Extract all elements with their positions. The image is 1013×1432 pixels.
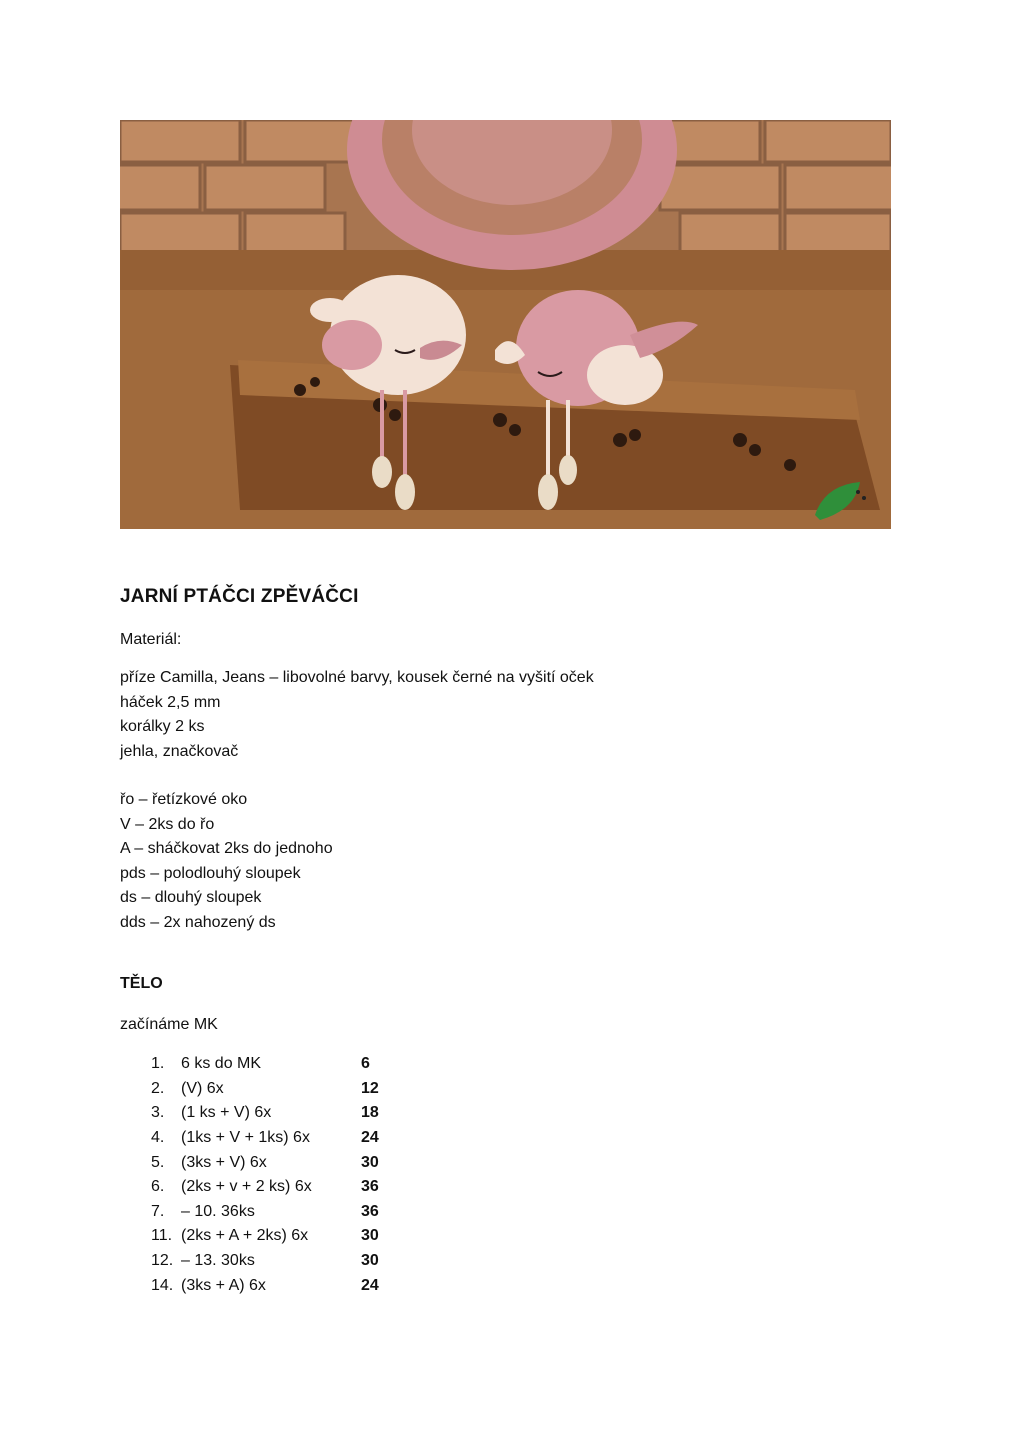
row-number: 4. (151, 1129, 165, 1147)
row-count: 30 (361, 1227, 379, 1245)
row-item (151, 1249, 451, 1274)
row-count: 30 (361, 1153, 379, 1171)
row-item (151, 1175, 451, 1200)
rows-list (151, 1052, 451, 1298)
abbreviation-item: V – 2ks do řo (120, 815, 215, 833)
row-count: 6 (361, 1055, 370, 1073)
material-item: háček 2,5 mm (120, 693, 221, 711)
row-item (151, 1052, 451, 1077)
row-item (151, 1126, 451, 1151)
row-count: 18 (361, 1104, 379, 1122)
row-count: 12 (361, 1079, 379, 1097)
row-count: 30 (361, 1252, 379, 1270)
row-instruction: – 13. 30ks (181, 1252, 255, 1270)
abbreviation-item: A – sháčkovat 2ks do jednoho (120, 840, 333, 857)
row-number: 12. (151, 1252, 174, 1270)
row-instruction: (3ks + V) 6x (181, 1153, 267, 1171)
row-instruction: (2ks + A + 2ks) 6x (181, 1227, 309, 1245)
row-number: 14. (151, 1276, 174, 1294)
row-item (151, 1077, 451, 1102)
abbreviation-item: řo – řetízkové oko (120, 791, 248, 808)
row-instruction: (V) 6x (181, 1079, 224, 1097)
abbreviations-list (120, 788, 333, 935)
row-instruction: – 10. 36ks (181, 1202, 255, 1220)
row-instruction: (3ks + A) 6x (181, 1276, 266, 1294)
row-instruction: (1ks + V + 1ks) 6x (181, 1129, 310, 1147)
row-item (151, 1273, 451, 1298)
row-item (151, 1150, 451, 1175)
header-photo (120, 120, 891, 529)
row-instruction: 6 ks do MK (181, 1055, 262, 1073)
page-title: JARNÍ PTÁČCI ZPĚVÁČCI (120, 586, 359, 607)
materials-list (120, 666, 594, 764)
row-instruction: (2ks + v + 2 ks) 6x (181, 1178, 312, 1196)
abbreviation-item: ds – dlouhý sloupek (120, 889, 262, 906)
row-item (151, 1224, 451, 1249)
row-number: 2. (151, 1079, 165, 1097)
section-title: TĚLO (120, 975, 163, 992)
material-item: korálky 2 ks (120, 718, 205, 735)
abbreviation-item: dds – 2x nahozený ds (120, 913, 276, 931)
row-count: 36 (361, 1202, 379, 1220)
row-count: 24 (361, 1276, 379, 1294)
material-label: Materiál: (120, 631, 182, 648)
row-number: 3. (151, 1104, 165, 1122)
row-instruction: (1 ks + V) 6x (181, 1104, 272, 1122)
material-item: jehla, značkovač (120, 742, 239, 760)
row-number: 7. (151, 1202, 165, 1220)
row-number: 1. (151, 1055, 165, 1073)
row-number: 5. (151, 1153, 165, 1171)
abbreviation-item: pds – polodlouhý sloupek (120, 864, 301, 882)
row-count: 36 (361, 1178, 379, 1196)
row-item (151, 1200, 451, 1225)
row-count: 24 (361, 1129, 379, 1147)
start-text: začínáme MK (120, 1016, 218, 1033)
material-item: příze Camilla, Jeans – libovolné barvy, kousek černé na vyšití oček (120, 669, 594, 686)
row-number: 6. (151, 1178, 165, 1196)
row-number: 11. (151, 1227, 173, 1245)
row-item (151, 1101, 451, 1126)
